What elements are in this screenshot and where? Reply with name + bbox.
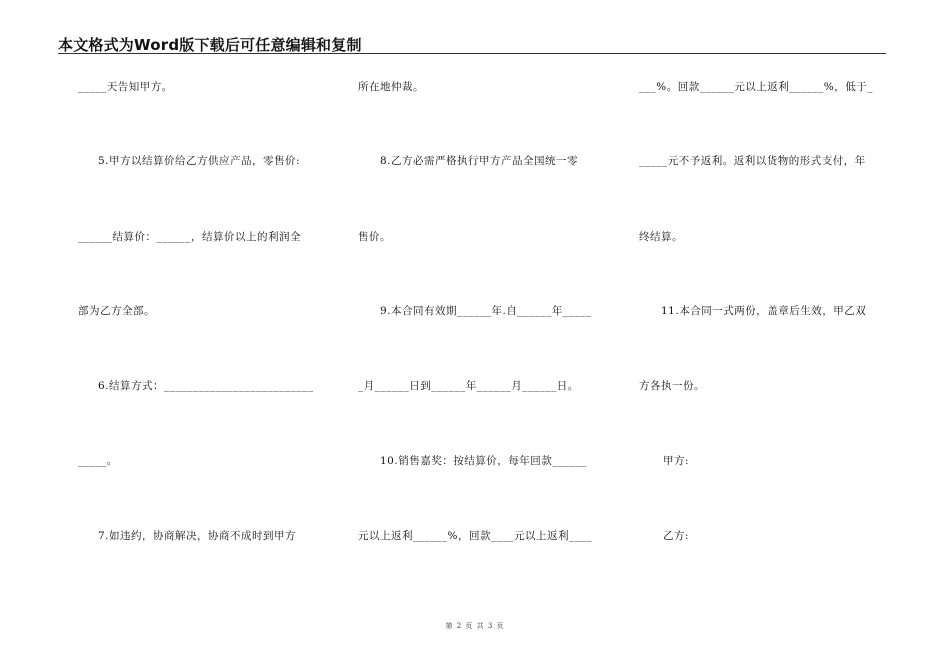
text-line: 9.本合同有效期______年.自______年_____: [380, 305, 592, 317]
text-line: _____天告知甲方。: [78, 81, 173, 93]
text-line: 部为乙方全部。: [78, 305, 155, 317]
text-line: _____。: [78, 455, 118, 467]
text-line: 7.如违约，协商解决，协商不成时到甲方: [98, 530, 297, 542]
text-line: 终结算。: [639, 231, 683, 243]
text-line: 10.销售嘉奖：按结算价，每年回款______: [380, 455, 587, 467]
text-line: 元以上返利______%，回款____元以上返利____: [358, 530, 592, 542]
text-line: _____元不予返利。返利以货物的形式支付，年: [639, 155, 866, 167]
signature-label-party-a: 甲方:: [663, 455, 690, 467]
text-line: 5.甲方以结算价给乙方供应产品，零售价:: [98, 155, 301, 167]
text-line: 售价。: [358, 231, 391, 243]
text-line: ___%。回款______元以上返利______%，低于_: [639, 81, 873, 93]
document-header-title: 本文格式为Word版下载后可任意编辑和复制: [58, 36, 362, 54]
text-line: 11.本合同一式两份，盖章后生效，甲乙双: [661, 305, 867, 317]
text-line: ______结算价：______，结算价以上的利润全: [78, 231, 301, 243]
text-line: _月______日到______年______月______日。: [358, 380, 579, 392]
text-line: 所在地仲裁。: [358, 81, 424, 93]
text-line: 方各执一份。: [639, 380, 705, 392]
page-number: 第 2 页 共 3 页: [445, 622, 505, 630]
text-line: 6.结算方式：__________________________: [98, 380, 314, 392]
signature-label-party-b: 乙方:: [663, 530, 690, 542]
header-divider: [58, 53, 886, 54]
text-line: 8.乙方必需严格执行甲方产品全国统一零: [380, 155, 579, 167]
